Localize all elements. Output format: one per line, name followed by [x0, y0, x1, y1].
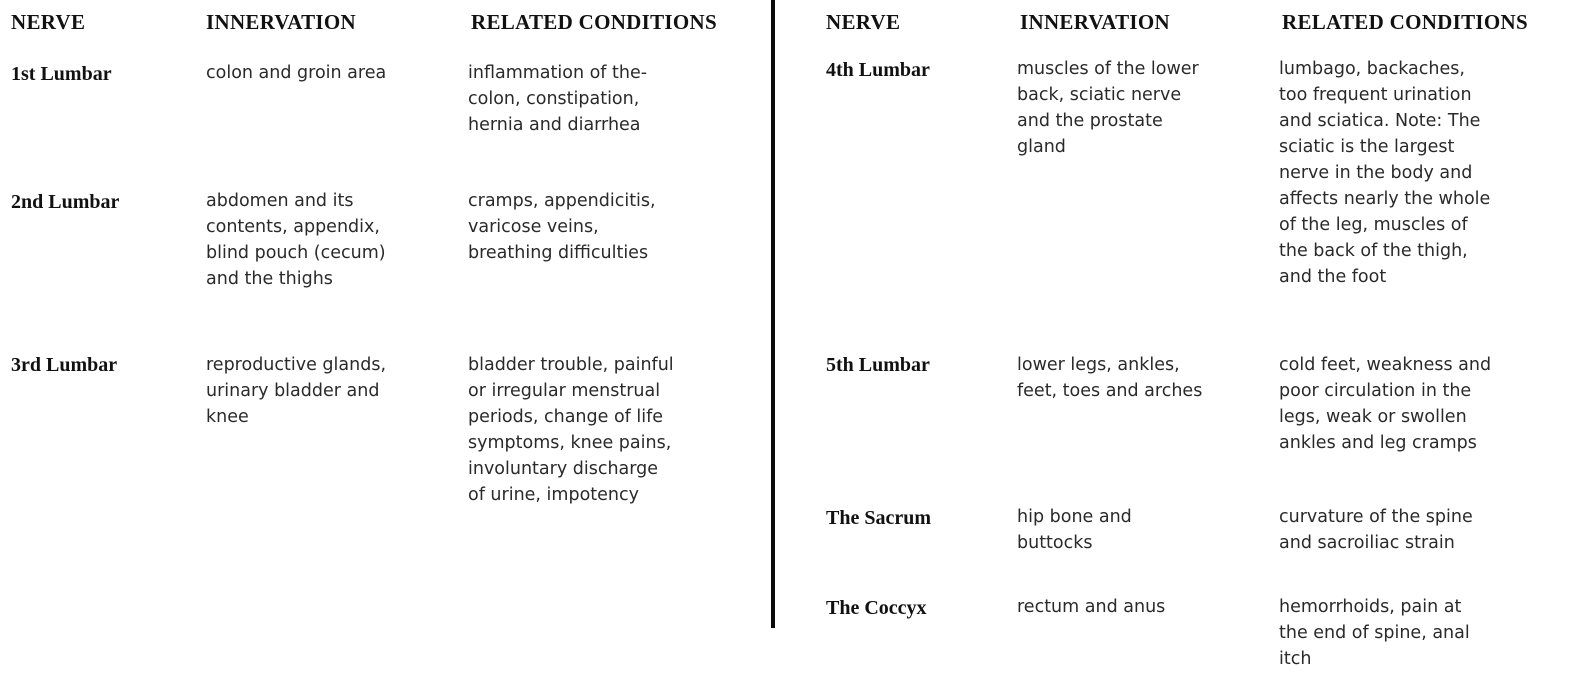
left-header-innervation: INNERVATION	[206, 10, 356, 34]
innervation-text: abdomen and its contents, appendix, blind pouch (cecum) and the thighs	[206, 191, 386, 289]
innervation-text: lower legs, ankles, feet, toes and arches	[1017, 355, 1203, 401]
innervation-text: rectum and anus	[1017, 597, 1166, 617]
nerve-name: 1st Lumbar	[11, 63, 112, 85]
left-header-conditions: RELATED CONDITIONS	[471, 10, 717, 34]
conditions-text: bladder trouble, painful or irregular menstrual periods, change of life symptoms, knee pains, involuntary discharge of urine, impotency	[468, 355, 674, 505]
right-header-conditions: RELATED CONDITIONS	[1282, 10, 1528, 34]
nerve-name: 4th Lumbar	[826, 59, 930, 81]
innervation-text: colon and groin area	[206, 63, 387, 83]
right-header-innervation: INNERVATION	[1020, 10, 1170, 34]
nerve-name: The Sacrum	[826, 507, 931, 529]
nerve-name: The Coccyx	[826, 597, 927, 619]
nerve-name: 3rd Lumbar	[11, 354, 118, 376]
conditions-text: inflammation of the- colon, constipation, hernia and diarrhea	[468, 63, 648, 135]
innervation-text: hip bone and buttocks	[1017, 507, 1132, 553]
innervation-text: muscles of the lower back, sciatic nerve and the prostate gland	[1017, 59, 1199, 157]
nerve-name: 2nd Lumbar	[11, 191, 120, 213]
nerve-name: 5th Lumbar	[826, 354, 930, 376]
conditions-text: hemorrhoids, pain at the end of spine, anal itch	[1279, 597, 1470, 669]
right-header-nerve: NERVE	[826, 10, 901, 34]
conditions-text: lumbago, backaches, too frequent urination and sciatica. Note: The sciatic is the largest nerve in the body and affects nearly the whole of the leg, muscles of the back of the thigh, and the foot	[1279, 59, 1491, 287]
column-divider	[771, 0, 775, 628]
conditions-text: cold feet, weakness and poor circulation in the legs, weak or swollen ankles and leg cramps	[1279, 355, 1492, 453]
conditions-text: cramps, appendicitis, varicose veins, breathing difficulties	[468, 191, 656, 263]
innervation-text: reproductive glands, urinary bladder and knee	[206, 355, 387, 427]
left-header-nerve: NERVE	[11, 10, 86, 34]
conditions-text: curvature of the spine and sacroiliac strain	[1279, 507, 1473, 553]
